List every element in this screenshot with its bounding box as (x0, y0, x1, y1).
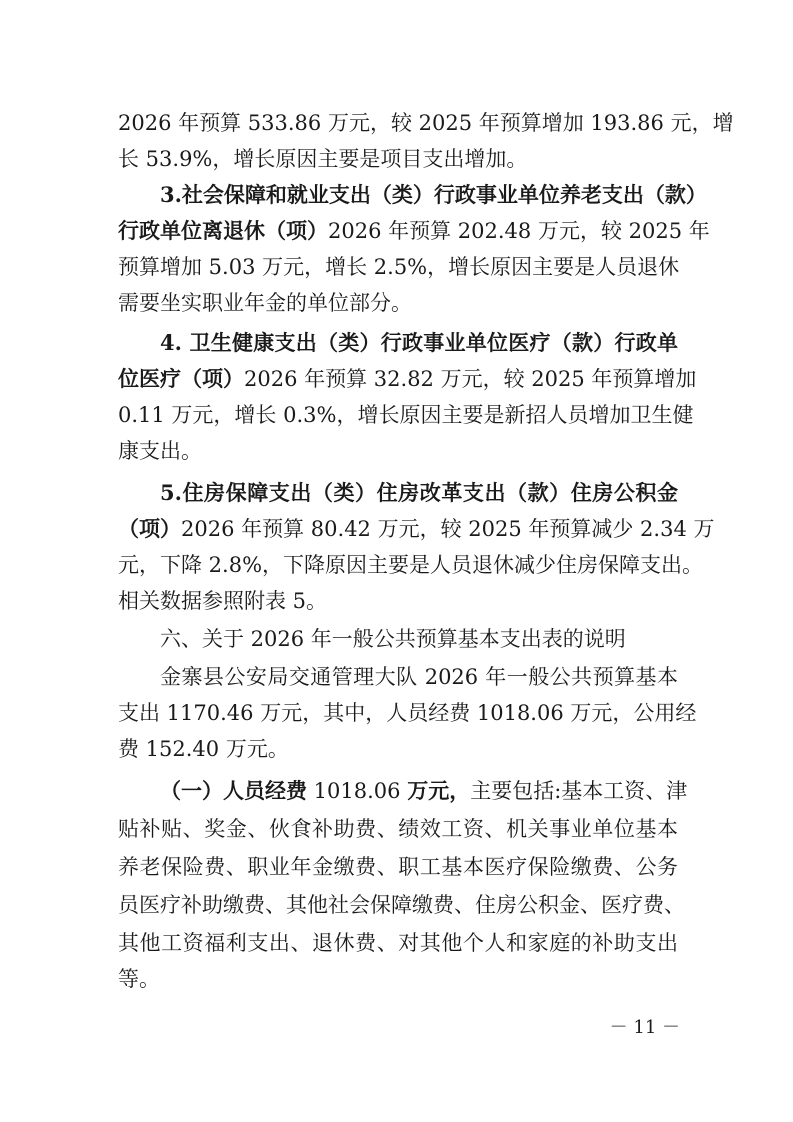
paragraph-line: 其他工资福利支出、退休费、对其他个人和家庭的补助支出 (118, 931, 678, 955)
paragraph-line (160, 326, 678, 360)
paragraph-line (160, 476, 678, 510)
paragraph-line: 长 53.9%，增长原因主要是项目支出增加。 (118, 147, 528, 171)
paragraph-line (160, 178, 707, 212)
bold-heading-text: 5.住房保障支出（类）住房改革支出（款）住房公积金 (160, 480, 678, 505)
paragraph-line: 元，下降 2.8%，下降原因主要是人员退休减少住房保障支出。 (118, 553, 704, 577)
body-text: 2026 年预算 32.82 万元，较 2025 年预算增加 (244, 367, 697, 391)
paragraph-line: 养老保险费、职业年金缴费、职工基本医疗保险缴费、公务 (118, 855, 678, 879)
bold-heading-text: （项） (118, 516, 181, 541)
paragraph-line: 贴补贴、奖金、伙食补助费、绩效工资、机关事业单位基本 (118, 817, 678, 841)
body-text: 主要包括:基本工资、津 (470, 779, 688, 803)
paragraph-line: 费 152.40 万元。 (118, 737, 289, 761)
paragraph-line: 需要坐实职业年金的单位部分。 (118, 291, 412, 315)
paragraph-line: 0.11 万元，增长 0.3%，增长原因主要是新招人员增加卫生健 (118, 403, 694, 427)
body-text: 1018.06 (307, 779, 408, 803)
paragraph-line: 预算增加 5.03 万元，增长 2.5%，增长原因主要是人员退休 (118, 255, 680, 279)
bold-heading-text: 位医疗（项） (118, 366, 244, 391)
paragraph-line (118, 362, 697, 396)
body-text: 2026 年预算 202.48 万元，较 2025 年 (328, 219, 710, 243)
paragraph-line: 支出 1170.46 万元，其中，人员经费 1018.06 万元，公用经 (118, 701, 697, 725)
paragraph-line (118, 512, 715, 546)
bold-heading-text: 行政单位离退休（项） (118, 218, 328, 243)
paragraph-line: 员医疗补助缴费、其他社会保障缴费、住房公积金、医疗费、 (118, 893, 685, 917)
paragraph-line: 相关数据参照附表 5。 (118, 589, 328, 613)
paragraph-line: 等。 (118, 967, 160, 991)
paragraph-line (118, 214, 710, 248)
bold-heading-text: 4. 卫生健康支出（类）行政事业单位医疗（款）行政单 (160, 330, 678, 355)
paragraph-line: 2026 年预算 533.86 万元，较 2025 年预算增加 193.86 元，增 (118, 111, 734, 135)
bold-heading-text: 3.社会保障和就业支出（类）行政事业单位养老支出（款） (160, 182, 707, 207)
paragraph-line (160, 774, 688, 808)
section-heading: 六、关于 2026 年一般公共预算基本支出表的说明 (160, 627, 626, 651)
bold-heading-text: （一）人员经费 (160, 778, 307, 803)
bold-heading-text: 万元， (407, 778, 471, 803)
body-text: 2026 年预算 80.42 万元，较 2025 年预算减少 2.34 万 (181, 517, 715, 541)
paragraph-line: 康支出。 (118, 439, 202, 463)
page-number: － 11 － (609, 1017, 680, 1038)
paragraph-line: 金寨县公安局交通管理大队 2026 年一般公共预算基本 (160, 665, 678, 689)
